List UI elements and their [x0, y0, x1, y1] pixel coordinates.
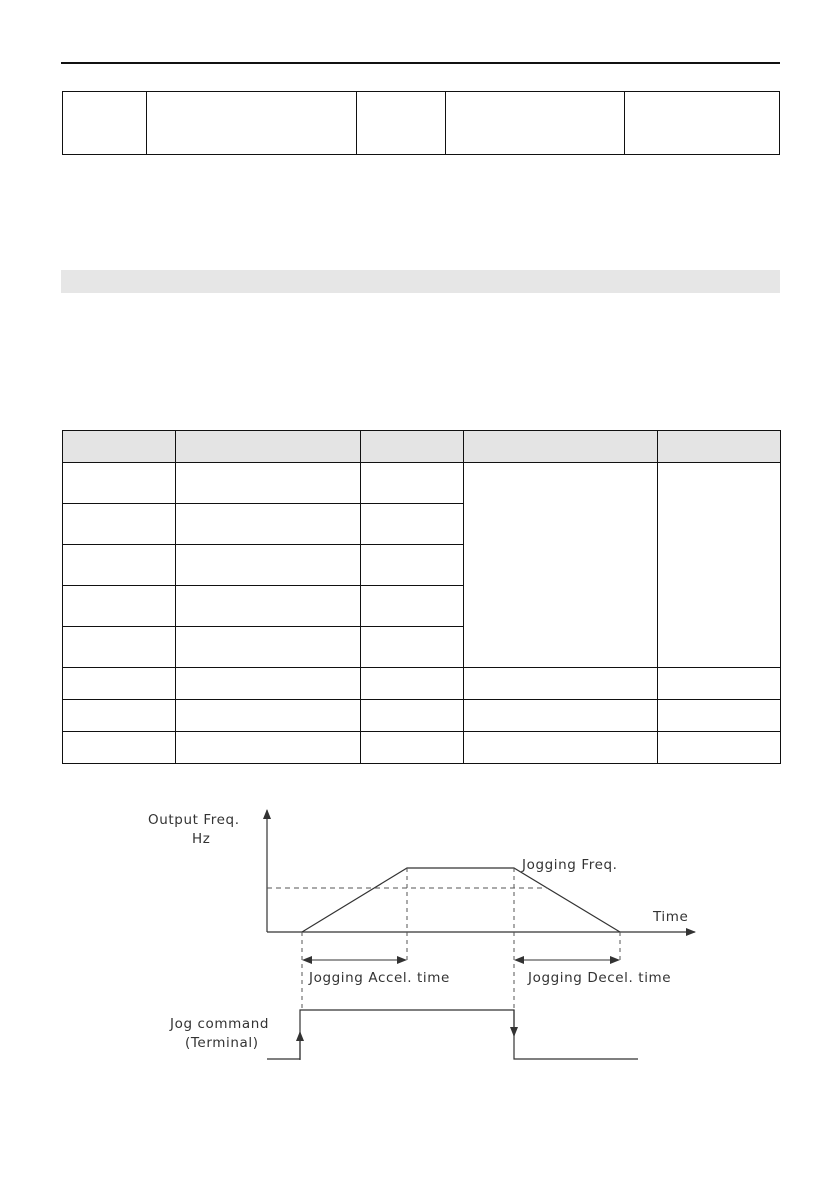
hz-label: Hz — [192, 831, 211, 847]
jogging-timing-diagram — [130, 798, 720, 1084]
parameter-table — [62, 430, 781, 764]
decel-time-label: Jogging Decel. time — [528, 970, 672, 986]
output-freq-label: Output Freq. — [148, 812, 240, 828]
table-header-row — [63, 431, 781, 463]
header-rule — [61, 62, 780, 64]
table-row — [63, 92, 780, 155]
table-row — [63, 732, 781, 764]
section-heading-bar — [61, 270, 780, 293]
time-label: Time — [653, 909, 689, 925]
accel-time-label: Jogging Accel. time — [309, 970, 450, 986]
jog-command-label: Jog command — [170, 1016, 270, 1032]
jog-command-pulse — [267, 1010, 638, 1059]
table-row — [63, 463, 781, 504]
table-row — [63, 668, 781, 700]
terminal-label: (Terminal) — [185, 1035, 259, 1051]
jogging-freq-label: Jogging Freq. — [522, 857, 618, 873]
frequency-curve — [302, 868, 620, 932]
continued-table — [62, 91, 780, 155]
table-row — [63, 700, 781, 732]
